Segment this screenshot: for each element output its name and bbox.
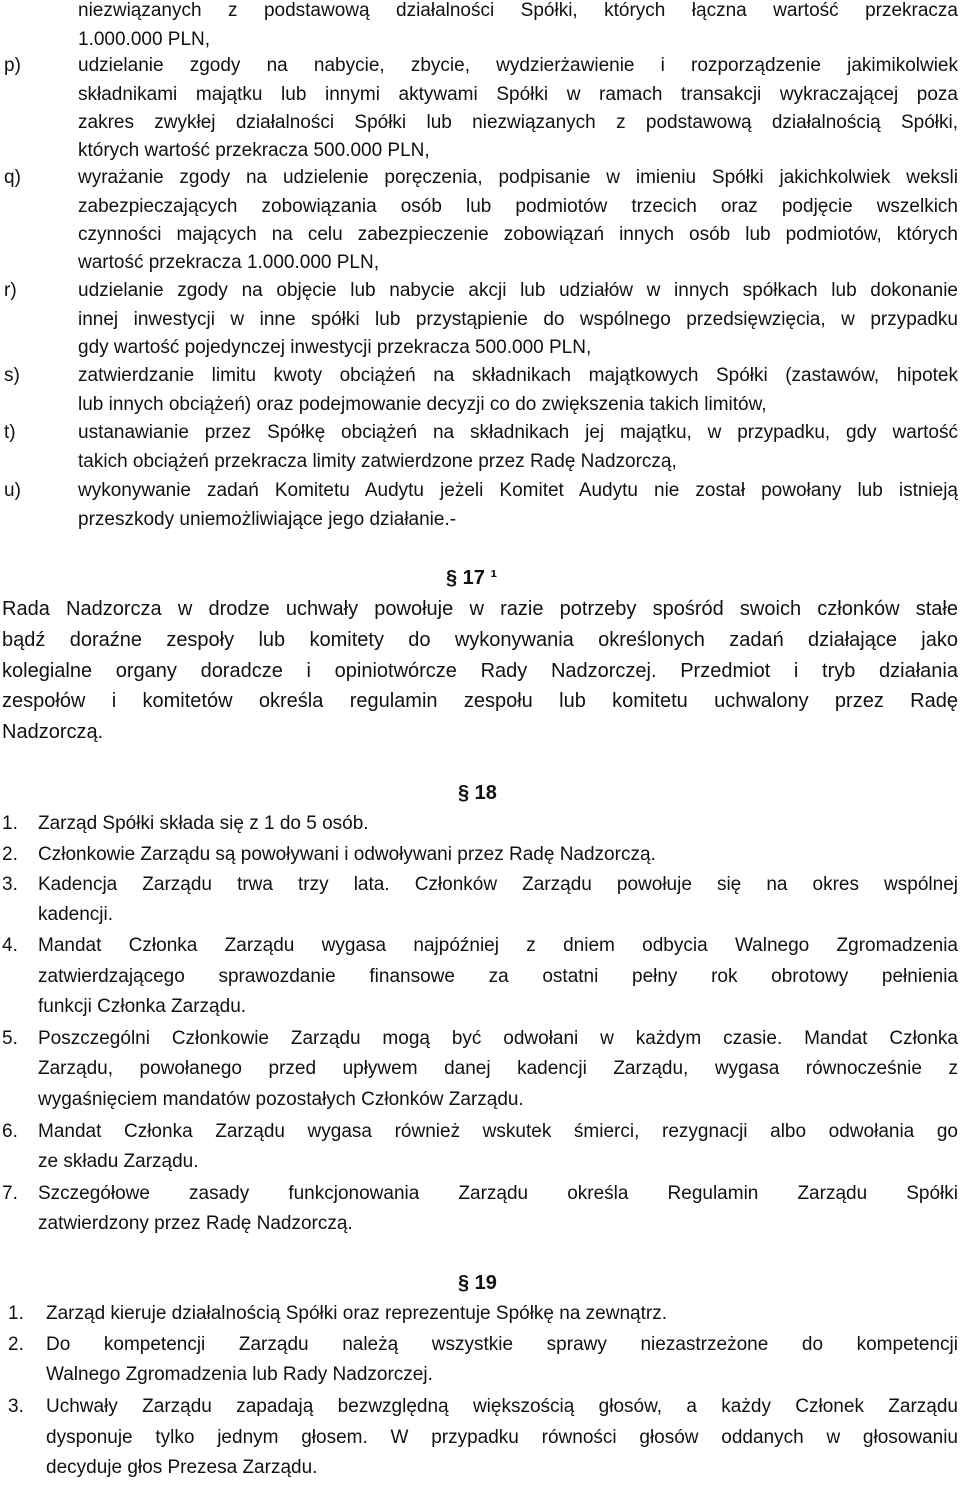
list-item-line: Szczegółowe zasady funkcjonowania Zarządu określa Regulamin Zarządu Spółki (38, 1183, 958, 1204)
list-item-number: 1. (2, 813, 18, 834)
list-item-line: dysponuje tylko jednym głosem. W przypadku równości głosów oddanych w głosowaniu (46, 1427, 958, 1448)
paragraph-line: kolegialne organy doradcze i opiniotwórcze Rady Nadzorczej. Przedmiot i tryb działania (2, 660, 958, 682)
list-item-line: decyduje głos Prezesa Zarządu. (46, 1457, 318, 1478)
list-item-number: 1. (8, 1303, 24, 1324)
list-item-line: funkcji Członka Zarządu. (38, 996, 247, 1017)
paragraph-line: bądź doraźne zespoły lub komitety do wykonywania określonych zadań działające jako (2, 629, 958, 651)
list-item-line: czynności mających na celu zabezpieczenie zobowiązań innych osób lub podmiotów, których (78, 224, 958, 245)
section-title: § 17 ¹ (446, 567, 498, 589)
list-item-line: niezwiązanych z podstawową działalności Spółki, których łączna wartość przekracza (78, 0, 958, 21)
list-item-line: Zarząd kieruje działalnością Spółki oraz reprezentuje Spółkę na zewnątrz. (46, 1303, 667, 1324)
list-item-line: Walnego Zgromadzenia lub Rady Nadzorczej. (46, 1364, 433, 1385)
paragraph-line: Rada Nadzorcza w drodze uchwały powołuje w razie potrzeby spośród swoich członków stałe (2, 598, 958, 620)
list-item-line: ustanawianie przez Spółkę obciążeń na składnikach jej majątku, w przypadku, gdy wartość (78, 422, 958, 443)
list-item-line: zakres zwykłej działalności Spółki lub niezwiązanych z podstawową działalnością Spółki, (78, 112, 958, 133)
list-item-line: wygaśnięciem mandatów pozostałych Członków Zarządu. (38, 1089, 524, 1110)
list-item-line: wyrażanie zgody na udzielenie poręczenia, podpisanie w imieniu Spółki jakichkolwiek weksli (78, 167, 958, 188)
list-item-letter: s) (4, 365, 20, 386)
list-item-line: których wartość przekracza 500.000 PLN, (78, 140, 430, 161)
section-title: § 19 (458, 1272, 497, 1294)
list-item-number: 5. (2, 1028, 18, 1049)
list-item-number: 3. (2, 874, 18, 895)
list-item-line: zatwierdzającego sprawozdanie finansowe za ostatni pełny rok obrotowy pełnienia (38, 966, 958, 987)
list-item-line: innej inwestycji w inne spółki lub przystąpienie do wspólnego przedsięwzięcia, w przypadku (78, 309, 958, 330)
list-item-letter: t) (4, 422, 16, 443)
list-item-letter: p) (4, 55, 21, 76)
list-item-line: Zarządu, powołanego przed upływem danej kadencji Zarządu, wygasa równocześnie z (38, 1058, 958, 1079)
list-item-line: takich obciążeń przekracza limity zatwierdzone przez Radę Nadzorczą, (78, 451, 677, 472)
paragraph-line: zespołów i komitetów określa regulamin zespołu lub komitetu uchwalony przez Radę (2, 690, 958, 712)
list-item-line: Członkowie Zarządu są powoływani i odwoływani przez Radę Nadzorczą. (38, 844, 656, 865)
list-item-line: 1.000.000 PLN, (78, 29, 211, 50)
list-item-number: 4. (2, 935, 18, 956)
list-item-line: Uchwały Zarządu zapadają bezwzględną większością głosów, a każdy Członek Zarządu (46, 1396, 958, 1417)
list-item-letter: r) (4, 280, 17, 301)
list-item-line: składnikami majątku lub innymi aktywami Spółki w ramach transakcji wykraczającej poza (78, 84, 958, 105)
list-item-line: Do kompetencji Zarządu należą wszystkie sprawy niezastrzeżone do kompetencji (46, 1334, 958, 1355)
list-item-number: 2. (2, 844, 18, 865)
list-item-line: kadencji. (38, 904, 113, 925)
list-item-line: Poszczególni Członkowie Zarządu mogą być odwołani w każdym czasie. Mandat Członka (38, 1028, 958, 1049)
list-item-letter: q) (4, 167, 21, 188)
list-item-line: Mandat Członka Zarządu wygasa również wskutek śmierci, rezygnacji albo odwołania go (38, 1121, 958, 1142)
list-item-line: zabezpieczających zobowiązania osób lub podmiotów trzecich oraz podjęcie wszelkich (78, 196, 958, 217)
list-item-line: zatwierdzony przez Radę Nadzorczą. (38, 1213, 353, 1234)
list-item-line: udzielanie zgody na nabycie, zbycie, wydzierżawienie i rozporządzenie jakimikolwiek (78, 55, 958, 76)
list-item-number: 3. (8, 1396, 24, 1417)
list-item-line: wykonywanie zadań Komitetu Audytu jeżeli Komitet Audytu nie został powołany lub istnieją (78, 480, 958, 501)
list-item-number: 6. (2, 1121, 18, 1142)
list-item-line: lub innych obciążeń) oraz podejmowanie decyzji co do zwiększenia takich limitów, (78, 394, 767, 415)
list-item-line: ze składu Zarządu. (38, 1151, 199, 1172)
list-item-line: gdy wartość pojedynczej inwestycji przekracza 500.000 PLN, (78, 337, 592, 358)
section-title: § 18 (458, 782, 497, 804)
list-item-line: Kadencja Zarządu trwa trzy lata. Członków Zarządu powołuje się na okres wspólnej (38, 874, 958, 895)
list-item-letter: u) (4, 480, 21, 501)
list-item-line: Zarząd Spółki składa się z 1 do 5 osób. (38, 813, 369, 834)
list-item-line: udzielanie zgody na objęcie lub nabycie akcji lub udziałów w innych spółkach lub dokonanie (78, 280, 958, 301)
list-item-line: Mandat Członka Zarządu wygasa najpóźniej z dniem odbycia Walnego Zgromadzenia (38, 935, 958, 956)
list-item-number: 2. (8, 1334, 24, 1355)
list-item-line: przeszkody uniemożliwiające jego działanie.- (78, 509, 457, 530)
list-item-line: zatwierdzanie limitu kwoty obciążeń na składnikach majątkowych Spółki (zastawów, hipotek (78, 365, 958, 386)
list-item-line: wartość przekracza 1.000.000 PLN, (78, 252, 379, 273)
paragraph-line: Nadzorczą. (2, 721, 104, 743)
list-item-number: 7. (2, 1183, 18, 1204)
